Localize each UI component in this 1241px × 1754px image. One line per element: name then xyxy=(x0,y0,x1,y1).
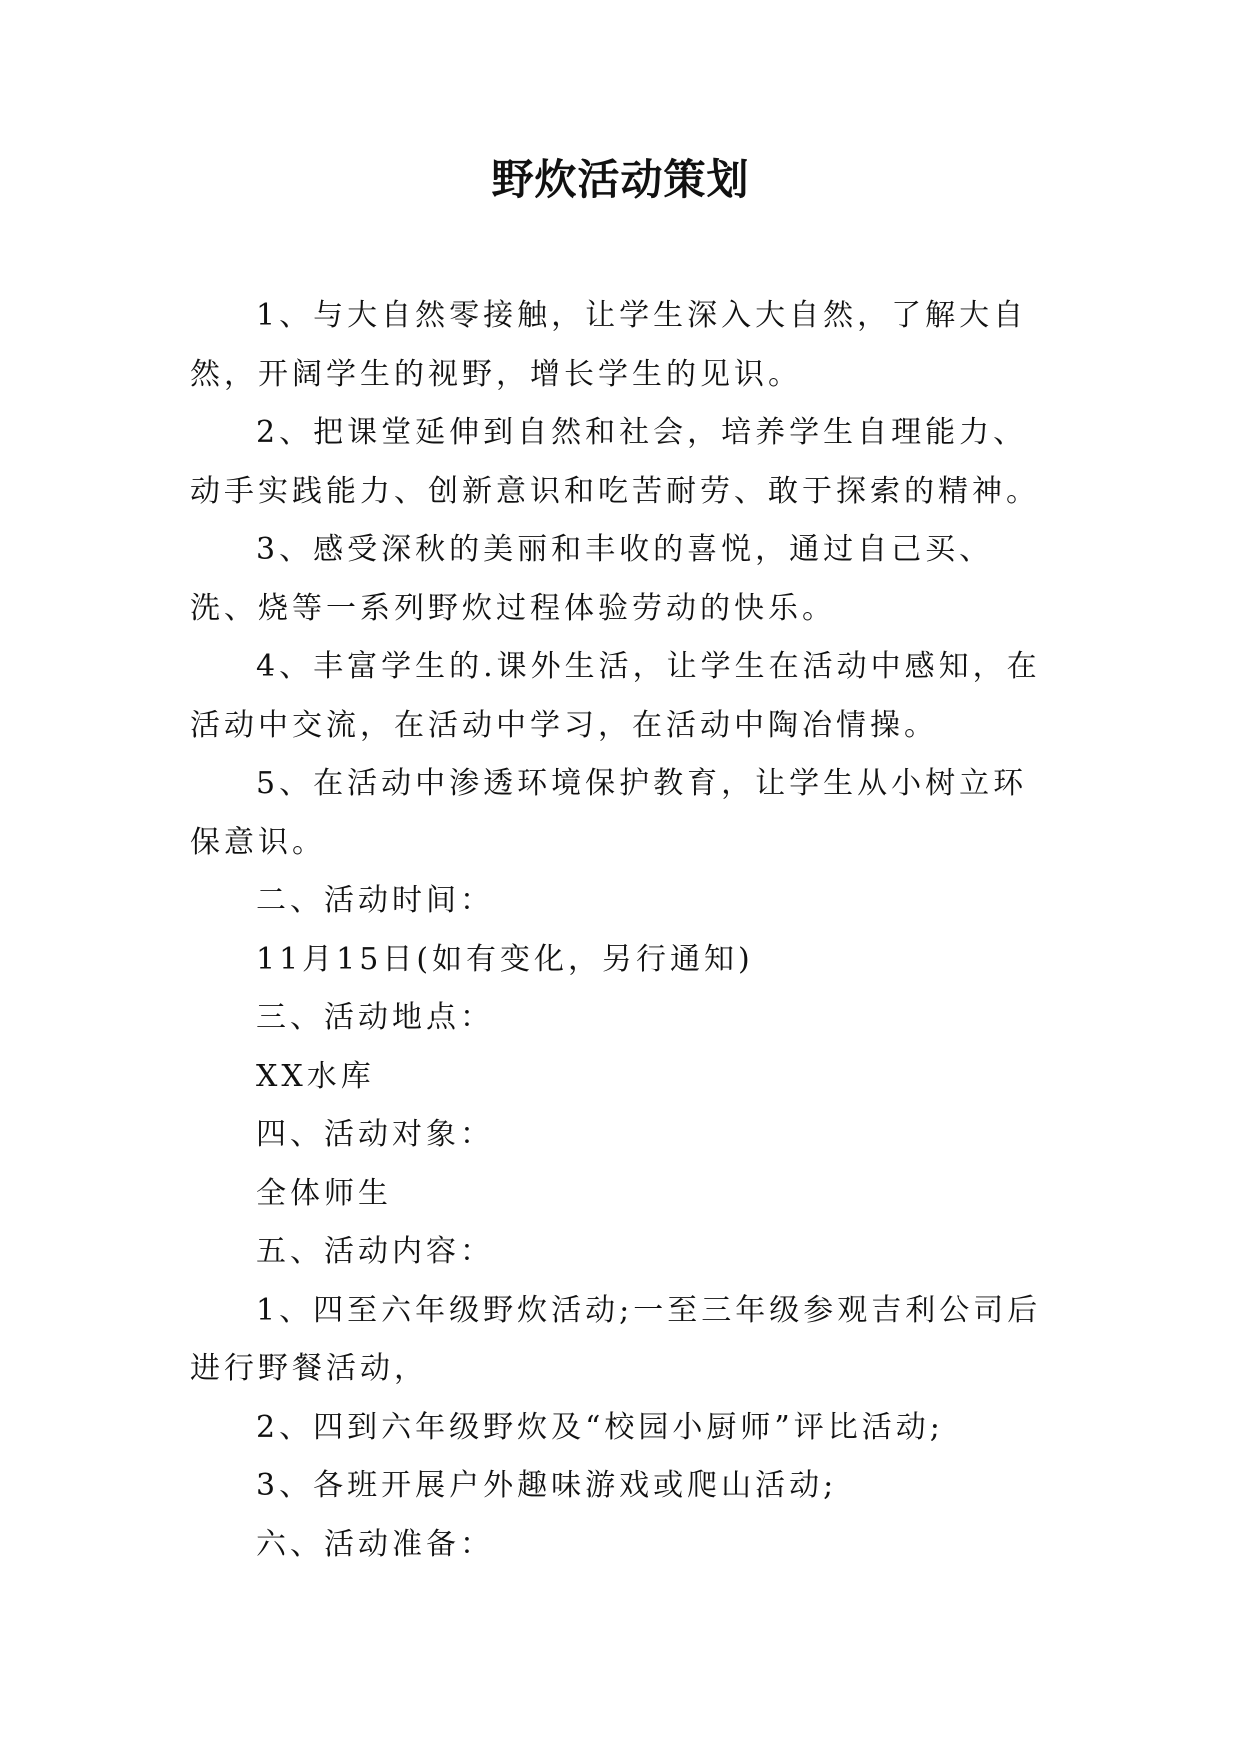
activity-time-text: 11月15日(如有变化，另行通知) xyxy=(256,941,754,977)
section-heading-time: 二、活动时间： xyxy=(256,883,494,918)
content-item-3: 3、各班开展户外趣味游戏或爬山活动; xyxy=(256,1468,838,1503)
section-heading-participants: 四、活动对象： xyxy=(256,1117,494,1152)
section-heading-content: 五、活动内容： xyxy=(256,1234,494,1269)
section-heading-location: 三、活动地点： xyxy=(256,1000,494,1035)
content-item-1: 1、四至六年级野炊活动;一至三年级参观吉利公司后进行野餐活动， xyxy=(190,1292,1042,1386)
paragraph-goal-3: 3、感受深秋的美丽和丰收的喜悦，通过自己买、洗、烧等一系列野炊过程体验劳动的快乐。 xyxy=(190,532,994,626)
paragraph-goal-2: 2、把课堂延伸到自然和社会，培养学生自理能力、动手实践能力、创新意识和吃苦耐劳、敢于探索的精神。 xyxy=(190,415,1040,509)
document-body xyxy=(190,287,1052,1574)
paragraph-goal-1: 1、与大自然零接触，让学生深入大自然，了解大自然，开阔学生的视野，增长学生的见识。 xyxy=(190,298,1028,392)
section-heading-preparation: 六、活动准备： xyxy=(256,1526,494,1562)
activity-participants-text: 全体师生 xyxy=(256,1175,392,1211)
document-title: 野炊活动策划 xyxy=(491,155,750,204)
content-item-2: 2、四到六年级野炊及“校园小厨师”评比活动; xyxy=(256,1409,944,1445)
paragraph-goal-4: 4、丰富学生的.课外生活，让学生在活动中感知，在活动中交流，在活动中学习，在活动中陶冶情操。 xyxy=(190,649,1041,743)
activity-location-text: XX水库 xyxy=(256,1058,375,1094)
paragraph-goal-5: 5、在活动中渗透环境保护教育，让学生从小树立环保意识。 xyxy=(190,766,1028,860)
